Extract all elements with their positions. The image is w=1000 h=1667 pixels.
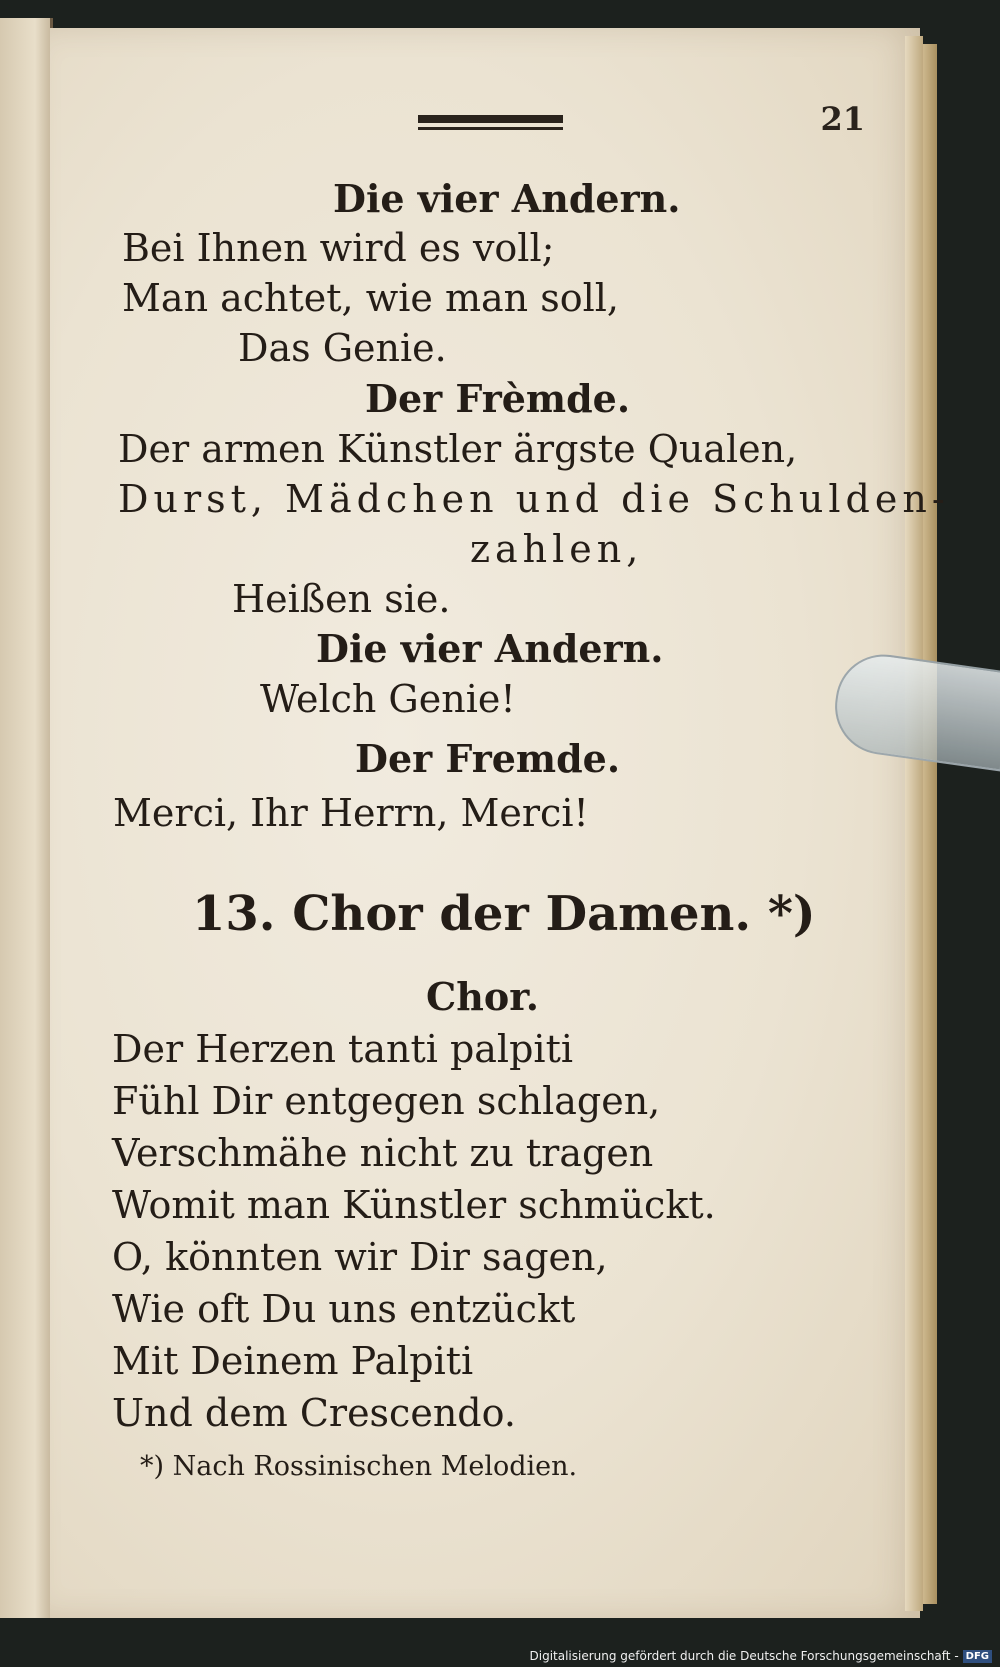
text-line: Welch Genie! xyxy=(260,677,516,721)
verse-line: O, könnten wir Dir sagen, xyxy=(112,1235,608,1279)
header-rule-thin xyxy=(418,127,563,130)
left-page-edge xyxy=(0,18,53,1618)
speaker-heading: Die vier Andern. xyxy=(316,626,664,671)
speaker-heading: Der Fremde. xyxy=(355,736,621,781)
header-rule-thick xyxy=(418,115,563,123)
text-line: Der armen Künstler ärgste Qualen, xyxy=(118,427,798,471)
text-line: Heißen sie. xyxy=(232,577,451,621)
text-line: Durst, Mädchen und die Schulden- xyxy=(118,477,950,521)
text-line: Merci, Ihr Herrn, Merci! xyxy=(113,791,589,835)
verse-line: Der Herzen tanti palpiti xyxy=(112,1027,573,1071)
verse-line: Womit man Künstler schmückt. xyxy=(112,1183,716,1227)
digitization-credit xyxy=(530,1649,993,1663)
speaker-heading: Der Frèmde. xyxy=(365,376,631,421)
text-line: zahlen, xyxy=(470,527,644,571)
credit-text: Digitalisierung gefördert durch die Deutsche Forschungsgemeinschaft - xyxy=(529,1649,959,1663)
song-title: 13. Chor der Damen. *) xyxy=(192,886,816,942)
text-line: Man achtet, wie man soll, xyxy=(122,276,619,320)
chorus-heading: Chor. xyxy=(426,974,539,1019)
page-number: 21 xyxy=(820,100,865,138)
verse-line: Wie oft Du uns entzückt xyxy=(112,1287,576,1331)
verse-line: Verschmähe nicht zu tragen xyxy=(112,1131,654,1175)
text-line: Das Genie. xyxy=(238,326,447,370)
footnote: *) Nach Rossinischen Melodien. xyxy=(140,1451,578,1482)
page-stack-edge xyxy=(905,36,923,1611)
verse-line: Und dem Crescendo. xyxy=(112,1391,516,1435)
header-rule xyxy=(418,115,563,130)
dfg-logo: DFG xyxy=(963,1650,992,1663)
text-line: Bei Ihnen wird es voll; xyxy=(122,226,555,270)
book-cover-edge xyxy=(923,44,937,1604)
verse-line: Mit Deinem Palpiti xyxy=(112,1339,474,1383)
speaker-heading: Die vier Andern. xyxy=(333,176,681,221)
verse-line: Fühl Dir entgegen schlagen, xyxy=(112,1079,661,1123)
